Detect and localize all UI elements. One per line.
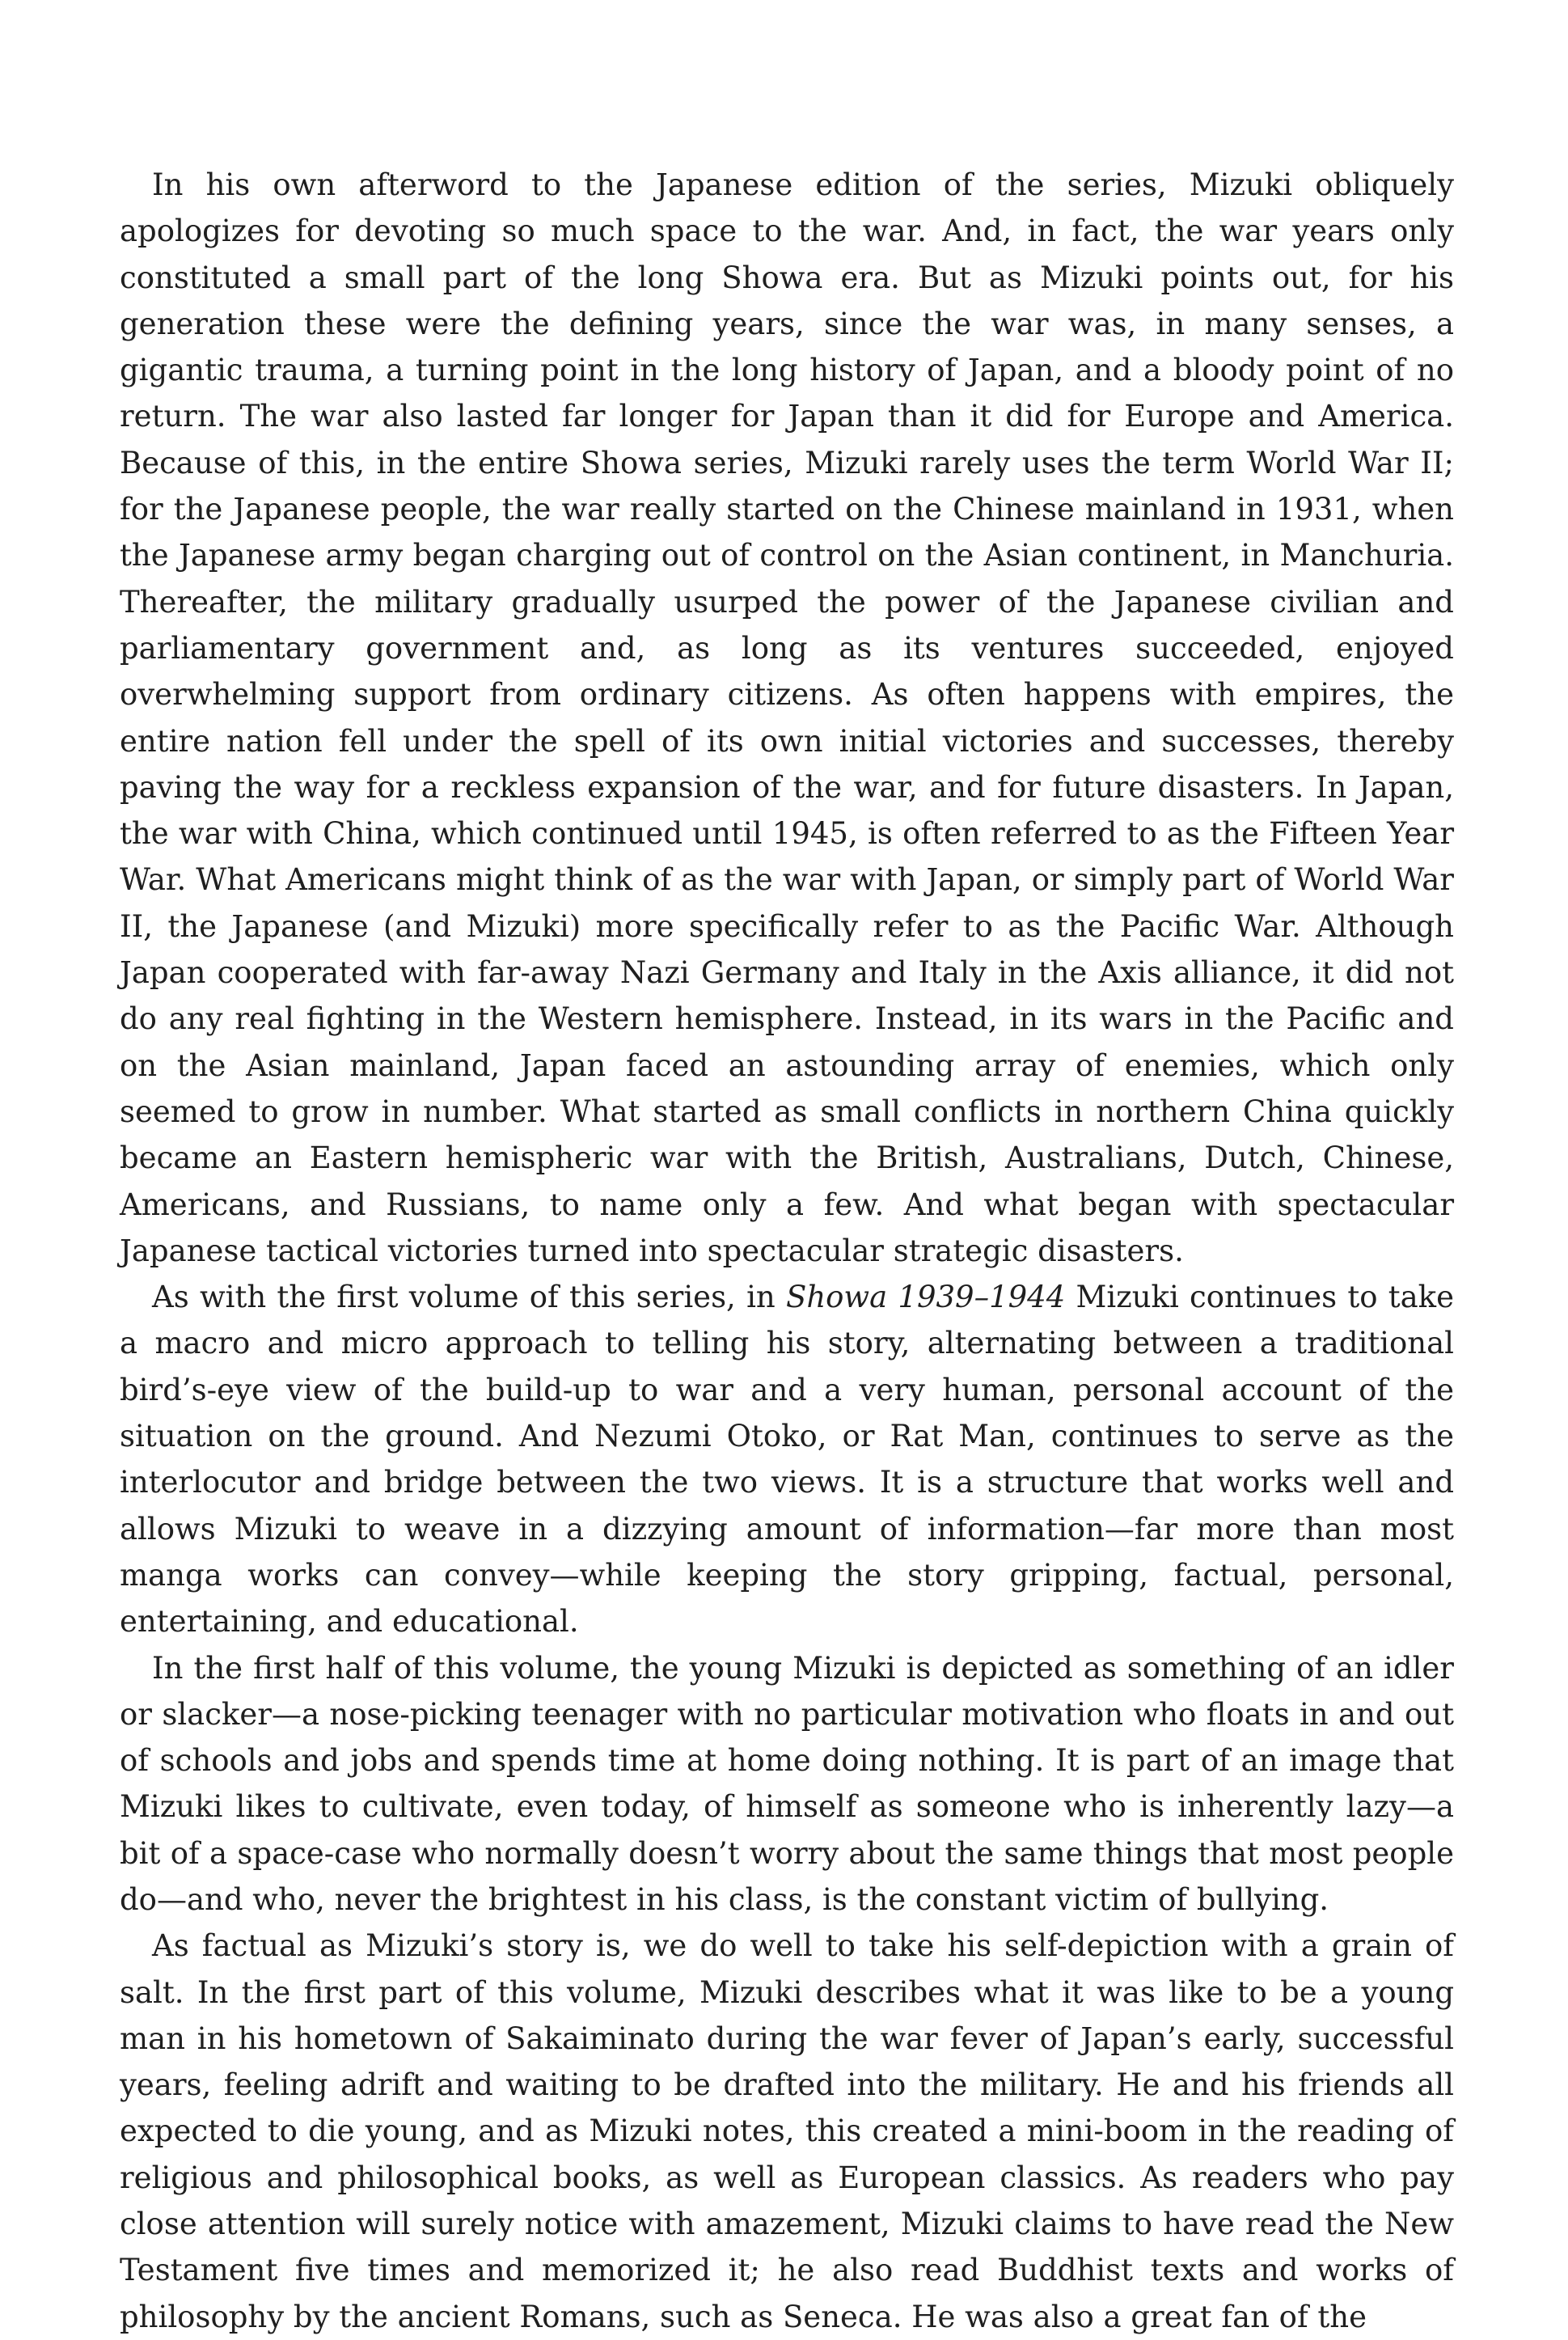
paragraph-macro-micro (120, 1274, 1454, 1644)
paragraph-text: Mizuki continues to take a macro and micro approach to telling his story, alternating between a traditional bird’s-eye view of the build-up to war and a very human, personal account of the situation on the ground. And Nezumi Otoko, or Rat Man, continues to serve as the interlocutor and bridge between the two views. It is a structure that works well and allows Mizuki to weave in a dizzying amount of information—far more than most manga works can convey—while keeping the story gripping, factual, personal, entertaining, and educational. (120, 1280, 1454, 1640)
book-title: Showa 1939–1944 (785, 1280, 1066, 1315)
paragraph-self-depiction: As factual as Mizuki’s story is, we do well to take his self-depiction with a grain of salt. In the first part of this volume, Mizuki describes what it was like to be a young man in his hometown of Sakaiminato during the war fever of Japan’s early, successful years, feeling adrift and waiting to be drafted into the military. He and his friends all expected to die young, and as Mizuki notes, this created a mini-boom in the reading of religious and philosophical books, as well as European classics. As readers who pay close attention will surely notice with amazement, Mizuki claims to have read the New Testament five times and memorized it; he also read Buddhist texts and works of philosophy by the ancient Romans, such as Seneca. He was also a great fan of the (120, 1928, 1454, 2334)
paragraph-young-mizuki: In the first half of this volume, the young Mizuki is depicted as something of an idler or slacker—a nose-picking teenager with no particular motivation who floats in and out of schools and jobs and spends time at home doing nothing. It is part of an image that Mizuki likes to cultivate, even today, of himself as someone who is inherently lazy—a bit of a space-case who normally doesn’t worry about the same things that most people do—and who, never the brightest in his class, is the constant victim of bullying. (120, 1650, 1454, 1917)
article-body (120, 162, 1454, 2340)
paragraph-text: As with the first volume of this series, in (152, 1280, 786, 1315)
paragraph-war-years: In his own afterword to the Japanese edition of the series, Mizuki obliquely apologizes for devoting so much space to the war. And, in fact, the war years only constituted a small part of the long Showa era. But as Mizuki points out, for his generation these were the defining years, since the war was, in many senses, a gigantic trauma, a turning point in the long history of Japan, and a bloody point of no return. The war also lasted far longer for Japan than it did for Europe and America. Because of this, in the entire Showa series, Mizuki rarely uses the term World War II; for the Japanese people, the war really started on the Chinese mainland in 1931, when the Japanese army began charging out of control on the Asian continent, in Manchuria. Thereafter, the military gradually usurped the power of the Japanese civilian and parliamentary government and, as long as its ventures succeeded, enjoyed overwhelming support from ordinary citizens. As often happens with empires, the entire nation fell under the spell of its own initial victories and successes, thereby paving the way for a reckless expansion of the war, and for future disasters. In Japan, the war with China, which continued until 1945, is often referred to as the Fifteen Year War. What Americans might think of as the war with Japan, or simply part of World War II, the Japanese (and Mizuki) more specifically refer to as the Pacific War. Although Japan cooperated with far-away Nazi Germany and Italy in the Axis alliance, it did not do any real fighting in the Western hemisphere. Instead, in its wars in the Pacific and on the Asian mainland, Japan faced an astounding array of enemies, which only seemed to grow in number. What started as small conflicts in northern China quickly became an Eastern hemispheric war with the British, Australians, Dutch, Chinese, Americans, and Russians, to name only a few. And what began with spectacular Japanese tactical victories turned into spectacular strategic disasters. (120, 167, 1454, 1268)
